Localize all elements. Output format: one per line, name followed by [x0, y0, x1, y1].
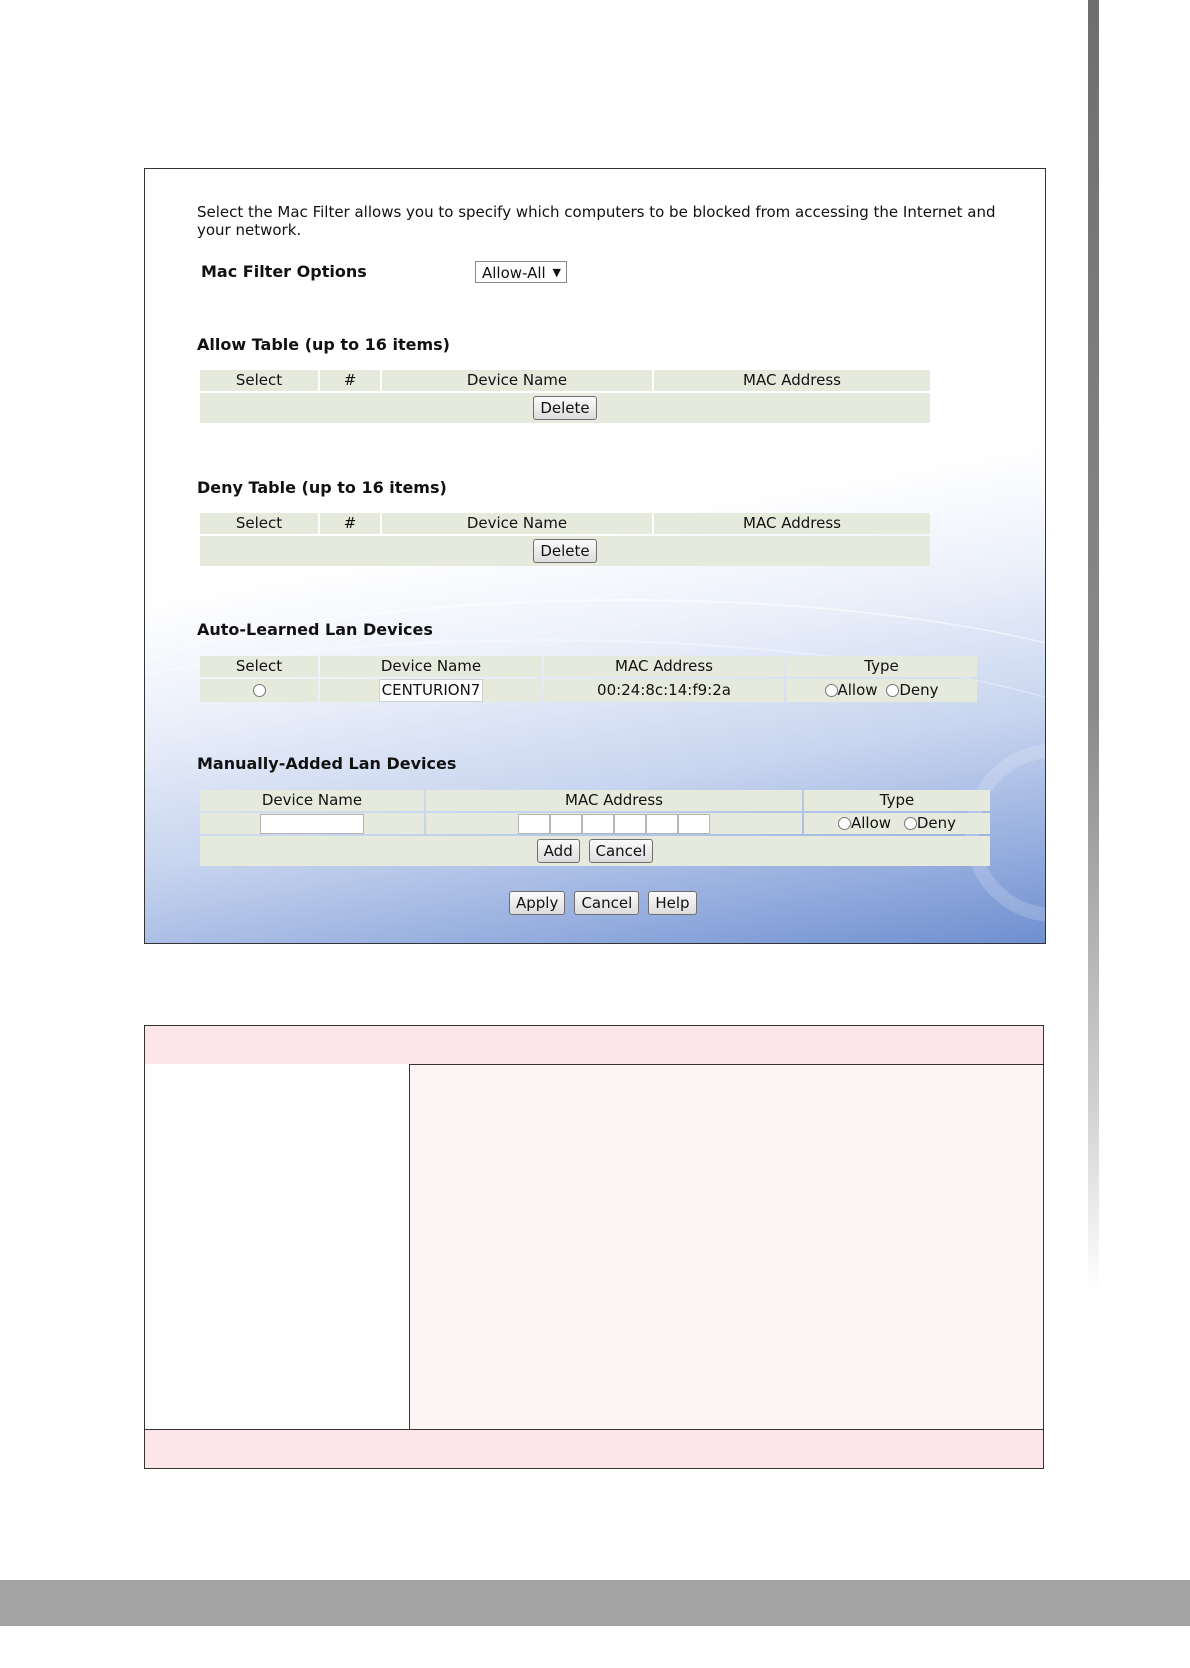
mac-octet-input[interactable] — [678, 814, 710, 834]
col-header-mac-address: MAC Address — [544, 656, 784, 677]
manual-cancel-button[interactable]: Cancel — [589, 839, 654, 863]
table-row — [200, 813, 990, 834]
allow-label: Allow — [837, 681, 878, 699]
deny-radio[interactable] — [904, 817, 917, 830]
mac-filter-screenshot — [144, 168, 1046, 944]
mac-filter-select[interactable] — [475, 261, 567, 283]
device-select-radio[interactable] — [253, 684, 266, 697]
page-side-bar — [1088, 0, 1099, 1290]
table-header-row — [200, 656, 977, 677]
apply-button[interactable]: Apply — [509, 891, 565, 915]
type-cell — [786, 679, 977, 702]
chevron-down-icon: ▼ — [552, 266, 561, 279]
mac-octet-input[interactable] — [614, 814, 646, 834]
col-header-number: # — [320, 513, 380, 534]
intro-text: Select the Mac Filter allows you to specify which computers to be blocked from accessing the Internet and your network. — [197, 203, 996, 239]
table-action-row — [200, 393, 930, 423]
allow-table-title: Allow Table (up to 16 items) — [197, 335, 450, 354]
auto-learned-table — [198, 654, 979, 704]
select-cell — [200, 679, 318, 702]
mac-octet-input[interactable] — [550, 814, 582, 834]
mac-cell — [426, 813, 802, 834]
col-header-device-name: Device Name — [320, 656, 542, 677]
mac-cell: 00:24:8c:14:f9:2a — [544, 679, 784, 702]
manual-title: Manually-Added Lan Devices — [197, 754, 457, 773]
col-header-number: # — [320, 370, 380, 391]
deny-label: Deny — [916, 814, 956, 832]
deny-label: Deny — [899, 681, 939, 699]
mac-octet-input[interactable] — [582, 814, 614, 834]
manual-table — [198, 788, 992, 868]
col-header-select: Select — [200, 656, 318, 677]
cancel-button[interactable]: Cancel — [574, 891, 639, 915]
col-header-device-name: Device Name — [382, 370, 652, 391]
description-table-footer — [145, 1429, 1043, 1468]
description-table-left-column — [145, 1064, 410, 1430]
col-header-type: Type — [804, 790, 990, 811]
col-header-select: Select — [200, 370, 318, 391]
col-header-mac-address: MAC Address — [654, 513, 930, 534]
footer-button-group — [509, 891, 697, 915]
col-header-device-name: Device Name — [382, 513, 652, 534]
table-action-row — [200, 836, 990, 866]
mac-octet-input[interactable] — [646, 814, 678, 834]
device-name-value: CENTURION7 — [379, 679, 484, 702]
deny-radio[interactable] — [886, 684, 899, 697]
device-name-cell — [200, 813, 424, 834]
add-button[interactable]: Add — [537, 839, 580, 863]
table-header-row — [200, 513, 930, 534]
col-header-device-name: Device Name — [200, 790, 424, 811]
page-footer-bar — [0, 1580, 1190, 1626]
col-header-mac-address: MAC Address — [426, 790, 802, 811]
table-header-row — [200, 370, 930, 391]
mac-octet-input[interactable] — [518, 814, 550, 834]
allow-label: Allow — [851, 814, 892, 832]
mac-filter-selected-value: Allow-All — [482, 264, 546, 282]
action-cell — [200, 536, 930, 566]
allow-table — [198, 368, 932, 425]
deny-delete-button[interactable]: Delete — [533, 539, 596, 563]
deny-table — [198, 511, 932, 568]
auto-learned-title: Auto-Learned Lan Devices — [197, 620, 433, 639]
mac-filter-options-label: Mac Filter Options — [201, 262, 367, 281]
allow-radio[interactable] — [825, 684, 838, 697]
table-action-row — [200, 536, 930, 566]
device-name-cell — [320, 679, 542, 702]
col-header-select: Select — [200, 513, 318, 534]
table-header-row — [200, 790, 990, 811]
allow-radio[interactable] — [838, 817, 851, 830]
description-table-header — [145, 1026, 1043, 1065]
action-cell — [200, 393, 930, 423]
action-cell — [200, 836, 990, 866]
description-table — [144, 1025, 1044, 1469]
type-cell — [804, 813, 990, 834]
allow-delete-button[interactable]: Delete — [533, 396, 596, 420]
deny-table-title: Deny Table (up to 16 items) — [197, 478, 447, 497]
help-button[interactable]: Help — [648, 891, 696, 915]
col-header-type: Type — [786, 656, 977, 677]
table-row — [200, 679, 977, 702]
device-name-input[interactable] — [260, 814, 364, 834]
col-header-mac-address: MAC Address — [654, 370, 930, 391]
